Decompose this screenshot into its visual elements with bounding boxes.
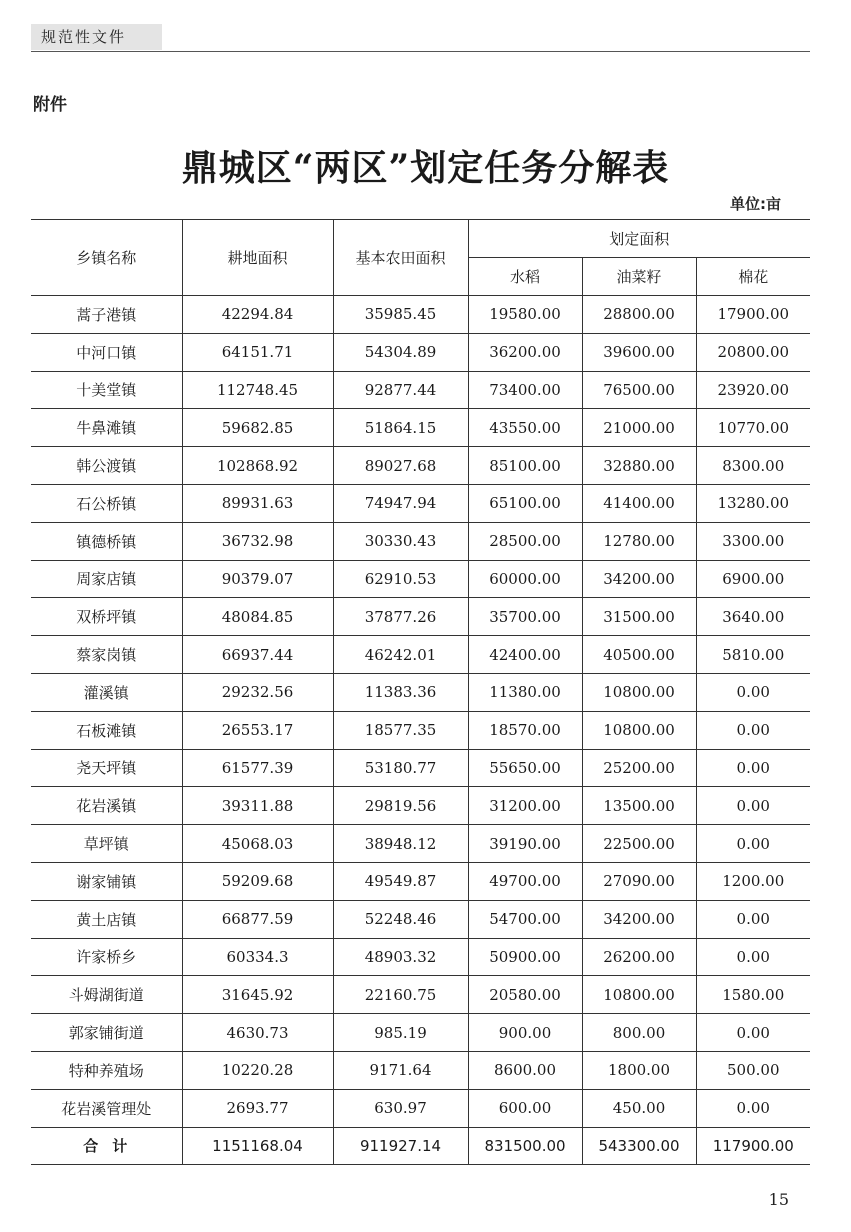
town-cell: 花岩溪管理处: [31, 1089, 182, 1127]
cotton-cell: 20800.00: [696, 333, 810, 371]
rice-cell: 20580.00: [468, 976, 582, 1014]
table-row: [31, 1014, 810, 1052]
cotton-cell: 17900.00: [696, 296, 810, 334]
rice-cell: 43550.00: [468, 409, 582, 447]
column-header-delineated: 划定面积: [468, 220, 810, 258]
town-cell: 草坪镇: [31, 825, 182, 863]
rice-cell: 73400.00: [468, 371, 582, 409]
farmland-cell: 64151.71: [182, 333, 333, 371]
basic-farmland-cell: 48903.32: [333, 938, 468, 976]
rice-cell: 54700.00: [468, 900, 582, 938]
farmland-cell: 48084.85: [182, 598, 333, 636]
rapeseed-cell: 27090.00: [582, 862, 696, 900]
rapeseed-cell: 34200.00: [582, 900, 696, 938]
unit-label: 单位:亩: [730, 195, 781, 213]
table-row: [31, 598, 810, 636]
basic-farmland-cell: 30330.43: [333, 522, 468, 560]
total-rice-cell: 831500.00: [468, 1127, 582, 1165]
cotton-cell: 0.00: [696, 711, 810, 749]
town-cell: 双桥坪镇: [31, 598, 182, 636]
farmland-cell: 36732.98: [182, 522, 333, 560]
table-row: [31, 409, 810, 447]
rapeseed-cell: 39600.00: [582, 333, 696, 371]
rice-cell: 28500.00: [468, 522, 582, 560]
basic-farmland-cell: 9171.64: [333, 1051, 468, 1089]
table-body: [31, 296, 810, 1165]
rice-cell: 42400.00: [468, 636, 582, 674]
allocation-table: [31, 219, 810, 1165]
page-number: 15: [768, 1190, 789, 1209]
town-cell: 镇德桥镇: [31, 522, 182, 560]
basic-farmland-cell: 62910.53: [333, 560, 468, 598]
rice-cell: 8600.00: [468, 1051, 582, 1089]
table-row: [31, 711, 810, 749]
table-row: [31, 673, 810, 711]
rice-cell: 60000.00: [468, 560, 582, 598]
table-row: [31, 484, 810, 522]
rapeseed-cell: 10800.00: [582, 673, 696, 711]
cotton-cell: 3300.00: [696, 522, 810, 560]
basic-farmland-cell: 630.97: [333, 1089, 468, 1127]
rapeseed-cell: 10800.00: [582, 976, 696, 1014]
basic-farmland-cell: 74947.94: [333, 484, 468, 522]
farmland-cell: 60334.3: [182, 938, 333, 976]
rice-cell: 49700.00: [468, 862, 582, 900]
table-row: [31, 1051, 810, 1089]
basic-farmland-cell: 52248.46: [333, 900, 468, 938]
farmland-cell: 31645.92: [182, 976, 333, 1014]
farmland-cell: 4630.73: [182, 1014, 333, 1052]
column-header-town: 乡镇名称: [31, 220, 182, 296]
town-cell: 十美堂镇: [31, 371, 182, 409]
town-cell: 尧天坪镇: [31, 749, 182, 787]
rapeseed-cell: 28800.00: [582, 296, 696, 334]
basic-farmland-cell: 11383.36: [333, 673, 468, 711]
cotton-cell: 1580.00: [696, 976, 810, 1014]
cotton-cell: 0.00: [696, 1014, 810, 1052]
table-row: [31, 333, 810, 371]
basic-farmland-cell: 35985.45: [333, 296, 468, 334]
rice-cell: 85100.00: [468, 447, 582, 485]
rapeseed-cell: 12780.00: [582, 522, 696, 560]
rapeseed-cell: 13500.00: [582, 787, 696, 825]
town-cell: 中河口镇: [31, 333, 182, 371]
rice-cell: 31200.00: [468, 787, 582, 825]
table-row: [31, 371, 810, 409]
basic-farmland-cell: 53180.77: [333, 749, 468, 787]
cotton-cell: 5810.00: [696, 636, 810, 674]
attachment-label: 附件: [33, 95, 67, 115]
farmland-cell: 29232.56: [182, 673, 333, 711]
rapeseed-cell: 31500.00: [582, 598, 696, 636]
rice-cell: 18570.00: [468, 711, 582, 749]
table-row: [31, 522, 810, 560]
town-cell: 灌溪镇: [31, 673, 182, 711]
table-row: [31, 976, 810, 1014]
table-row: [31, 560, 810, 598]
farmland-cell: 66937.44: [182, 636, 333, 674]
rice-cell: 19580.00: [468, 296, 582, 334]
town-cell: 花岩溪镇: [31, 787, 182, 825]
cotton-cell: 0.00: [696, 673, 810, 711]
table-row: [31, 296, 810, 334]
basic-farmland-cell: 54304.89: [333, 333, 468, 371]
cotton-cell: 3640.00: [696, 598, 810, 636]
rice-cell: 65100.00: [468, 484, 582, 522]
column-header-rice: 水稻: [468, 258, 582, 296]
farmland-cell: 39311.88: [182, 787, 333, 825]
town-cell: 谢家铺镇: [31, 862, 182, 900]
total-farmland-cell: 1151168.04: [182, 1127, 333, 1165]
rapeseed-cell: 10800.00: [582, 711, 696, 749]
basic-farmland-cell: 22160.75: [333, 976, 468, 1014]
basic-farmland-cell: 51864.15: [333, 409, 468, 447]
column-header-farmland: 耕地面积: [182, 220, 333, 296]
basic-farmland-cell: 37877.26: [333, 598, 468, 636]
cotton-cell: 8300.00: [696, 447, 810, 485]
cotton-cell: 0.00: [696, 938, 810, 976]
rapeseed-cell: 22500.00: [582, 825, 696, 863]
column-header-basic-farmland: 基本农田面积: [333, 220, 468, 296]
town-cell: 牛鼻滩镇: [31, 409, 182, 447]
document-type-tag: 规范性文件: [31, 24, 162, 50]
town-cell: 韩公渡镇: [31, 447, 182, 485]
rapeseed-cell: 32880.00: [582, 447, 696, 485]
rice-cell: 11380.00: [468, 673, 582, 711]
farmland-cell: 89931.63: [182, 484, 333, 522]
rice-cell: 36200.00: [468, 333, 582, 371]
basic-farmland-cell: 18577.35: [333, 711, 468, 749]
town-cell: 石公桥镇: [31, 484, 182, 522]
header-rule: [31, 51, 810, 52]
farmland-cell: 45068.03: [182, 825, 333, 863]
rice-cell: 35700.00: [468, 598, 582, 636]
town-cell: 周家店镇: [31, 560, 182, 598]
farmland-cell: 102868.92: [182, 447, 333, 485]
cotton-cell: 1200.00: [696, 862, 810, 900]
rapeseed-cell: 34200.00: [582, 560, 696, 598]
rapeseed-cell: 40500.00: [582, 636, 696, 674]
table-row: [31, 900, 810, 938]
total-basic-farmland-cell: 911927.14: [333, 1127, 468, 1165]
basic-farmland-cell: 92877.44: [333, 371, 468, 409]
town-cell: 石板滩镇: [31, 711, 182, 749]
town-cell: 蒿子港镇: [31, 296, 182, 334]
table-row: [31, 749, 810, 787]
farmland-cell: 66877.59: [182, 900, 333, 938]
rapeseed-cell: 41400.00: [582, 484, 696, 522]
total-label: 合计: [31, 1127, 182, 1165]
town-cell: 斗姆湖街道: [31, 976, 182, 1014]
town-cell: 黄土店镇: [31, 900, 182, 938]
rapeseed-cell: 1800.00: [582, 1051, 696, 1089]
farmland-cell: 10220.28: [182, 1051, 333, 1089]
cotton-cell: 0.00: [696, 1089, 810, 1127]
rapeseed-cell: 450.00: [582, 1089, 696, 1127]
basic-farmland-cell: 89027.68: [333, 447, 468, 485]
cotton-cell: 13280.00: [696, 484, 810, 522]
farmland-cell: 90379.07: [182, 560, 333, 598]
rice-cell: 600.00: [468, 1089, 582, 1127]
basic-farmland-cell: 29819.56: [333, 787, 468, 825]
total-rapeseed-cell: 543300.00: [582, 1127, 696, 1165]
cotton-cell: 0.00: [696, 900, 810, 938]
cotton-cell: 0.00: [696, 749, 810, 787]
rapeseed-cell: 26200.00: [582, 938, 696, 976]
cotton-cell: 0.00: [696, 825, 810, 863]
rice-cell: 39190.00: [468, 825, 582, 863]
cotton-cell: 10770.00: [696, 409, 810, 447]
rice-cell: 55650.00: [468, 749, 582, 787]
cotton-cell: 6900.00: [696, 560, 810, 598]
farmland-cell: 2693.77: [182, 1089, 333, 1127]
table-row: [31, 862, 810, 900]
page-title: 鼎城区“两区”划定任务分解表: [181, 147, 670, 189]
basic-farmland-cell: 985.19: [333, 1014, 468, 1052]
farmland-cell: 61577.39: [182, 749, 333, 787]
town-cell: 许家桥乡: [31, 938, 182, 976]
cotton-cell: 23920.00: [696, 371, 810, 409]
rice-cell: 50900.00: [468, 938, 582, 976]
farmland-cell: 59209.68: [182, 862, 333, 900]
table-row: [31, 787, 810, 825]
basic-farmland-cell: 38948.12: [333, 825, 468, 863]
farmland-cell: 26553.17: [182, 711, 333, 749]
basic-farmland-cell: 49549.87: [333, 862, 468, 900]
table-row: [31, 938, 810, 976]
farmland-cell: 112748.45: [182, 371, 333, 409]
table-row: [31, 636, 810, 674]
column-header-rapeseed: 油菜籽: [582, 258, 696, 296]
table-row: [31, 825, 810, 863]
rapeseed-cell: 76500.00: [582, 371, 696, 409]
town-cell: 特种养殖场: [31, 1051, 182, 1089]
basic-farmland-cell: 46242.01: [333, 636, 468, 674]
rapeseed-cell: 25200.00: [582, 749, 696, 787]
rapeseed-cell: 21000.00: [582, 409, 696, 447]
town-cell: 郭家铺街道: [31, 1014, 182, 1052]
cotton-cell: 500.00: [696, 1051, 810, 1089]
cotton-cell: 0.00: [696, 787, 810, 825]
farmland-cell: 42294.84: [182, 296, 333, 334]
town-cell: 蔡家岗镇: [31, 636, 182, 674]
table-row: [31, 447, 810, 485]
farmland-cell: 59682.85: [182, 409, 333, 447]
total-cotton-cell: 117900.00: [696, 1127, 810, 1165]
table-row: [31, 1089, 810, 1127]
rice-cell: 900.00: [468, 1014, 582, 1052]
total-row: [31, 1127, 810, 1165]
rapeseed-cell: 800.00: [582, 1014, 696, 1052]
column-header-cotton: 棉花: [696, 258, 810, 296]
